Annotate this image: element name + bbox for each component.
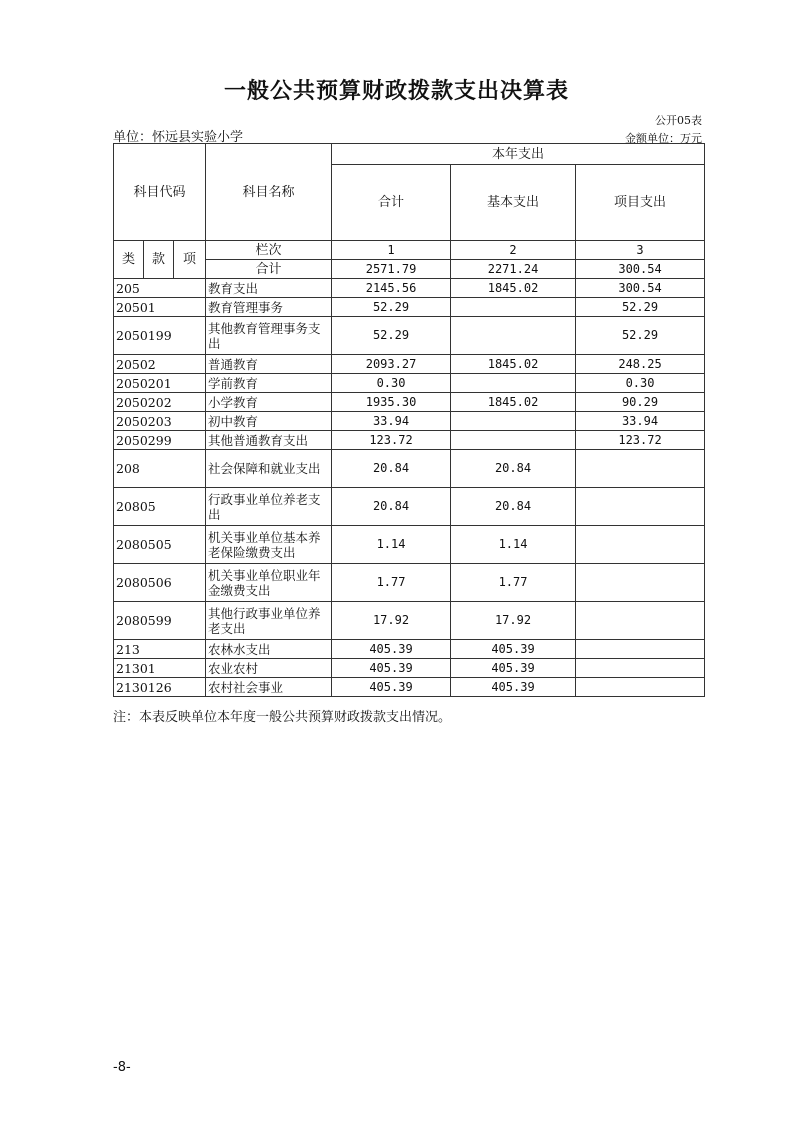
row-code: 2050203	[114, 412, 206, 431]
row-project	[576, 450, 705, 488]
row-name: 其他普通教育支出	[206, 431, 332, 450]
row-name: 农业农村	[206, 659, 332, 678]
table-row	[114, 602, 705, 640]
row-name: 普通教育	[206, 355, 332, 374]
row-basic: 405.39	[451, 678, 576, 697]
row-total: 405.39	[332, 640, 451, 659]
header-basic-expenditure: 基本支出	[451, 165, 576, 241]
row-basic: 1845.02	[451, 355, 576, 374]
row-basic: 405.39	[451, 659, 576, 678]
row-basic: 20.84	[451, 488, 576, 526]
row-code: 2080506	[114, 564, 206, 602]
row-project: 33.94	[576, 412, 705, 431]
table-row	[114, 659, 705, 678]
page-number: -8-	[113, 1060, 131, 1075]
row-total: 2145.56	[332, 279, 451, 298]
table-row	[114, 412, 705, 431]
form-number: 公开05表	[655, 114, 702, 127]
row-total: 52.29	[332, 298, 451, 317]
row-total: 405.39	[332, 659, 451, 678]
row-name: 机关事业单位职业年金缴费支出	[206, 564, 332, 602]
row-project: 0.30	[576, 374, 705, 393]
table-row	[114, 431, 705, 450]
row-project: 123.72	[576, 431, 705, 450]
row-total: 52.29	[332, 317, 451, 355]
row-total: 20.84	[332, 450, 451, 488]
sum-project: 300.54	[576, 260, 705, 279]
row-project	[576, 564, 705, 602]
row-total: 123.72	[332, 431, 451, 450]
header-col-1: 1	[332, 241, 451, 260]
row-name: 其他教育管理事务支出	[206, 317, 332, 355]
row-name: 社会保障和就业支出	[206, 450, 332, 488]
header-lei: 类	[114, 241, 144, 279]
row-project: 90.29	[576, 393, 705, 412]
table-row	[114, 488, 705, 526]
header-column-no: 栏次	[206, 241, 332, 260]
row-total: 405.39	[332, 678, 451, 697]
table-row	[114, 526, 705, 564]
unit-label: 单位：怀远县实验小学	[113, 130, 244, 145]
page-title: 一般公共预算财政拨款支出决算表	[223, 79, 569, 104]
sum-total: 2571.79	[332, 260, 451, 279]
header-kuan: 款	[144, 241, 174, 279]
row-project	[576, 678, 705, 697]
row-project: 52.29	[576, 298, 705, 317]
header-subject-code: 科目代码	[114, 144, 206, 241]
row-total: 2093.27	[332, 355, 451, 374]
row-name: 行政事业单位养老支出	[206, 488, 332, 526]
row-code: 2130126	[114, 678, 206, 697]
table-row	[114, 374, 705, 393]
row-code: 2050202	[114, 393, 206, 412]
row-name: 教育管理事务	[206, 298, 332, 317]
row-basic: 17.92	[451, 602, 576, 640]
row-total: 1.77	[332, 564, 451, 602]
table-row	[114, 279, 705, 298]
row-code: 2080599	[114, 602, 206, 640]
row-basic: 1845.02	[451, 393, 576, 412]
row-total: 0.30	[332, 374, 451, 393]
expenditure-table	[113, 143, 705, 697]
header-total: 合计	[332, 165, 451, 241]
row-code: 20805	[114, 488, 206, 526]
row-name: 初中教育	[206, 412, 332, 431]
row-basic: 1845.02	[451, 279, 576, 298]
header-project-expenditure: 项目支出	[576, 165, 705, 241]
row-total: 1.14	[332, 526, 451, 564]
table-row	[114, 678, 705, 697]
header-col-3: 3	[576, 241, 705, 260]
row-code: 213	[114, 640, 206, 659]
row-project	[576, 602, 705, 640]
sum-basic: 2271.24	[451, 260, 576, 279]
row-basic	[451, 431, 576, 450]
row-basic: 405.39	[451, 640, 576, 659]
row-basic: 1.77	[451, 564, 576, 602]
row-name: 机关事业单位基本养老保险缴费支出	[206, 526, 332, 564]
table-row	[114, 640, 705, 659]
row-name: 学前教育	[206, 374, 332, 393]
header-col-2: 2	[451, 241, 576, 260]
table-row	[114, 450, 705, 488]
row-basic	[451, 374, 576, 393]
header-subject-name: 科目名称	[206, 144, 332, 241]
row-code: 2050199	[114, 317, 206, 355]
row-name: 小学教育	[206, 393, 332, 412]
row-project: 248.25	[576, 355, 705, 374]
table-row	[114, 317, 705, 355]
row-code: 20501	[114, 298, 206, 317]
table-row	[114, 355, 705, 374]
row-total: 20.84	[332, 488, 451, 526]
row-project	[576, 640, 705, 659]
row-code: 21301	[114, 659, 206, 678]
row-code: 208	[114, 450, 206, 488]
money-unit-label: 金额单位：万元	[625, 132, 702, 145]
row-project	[576, 659, 705, 678]
header-current-year-expenditure: 本年支出	[332, 144, 705, 165]
row-basic	[451, 298, 576, 317]
row-code: 2050299	[114, 431, 206, 450]
row-total: 33.94	[332, 412, 451, 431]
row-name: 教育支出	[206, 279, 332, 298]
row-project	[576, 488, 705, 526]
table-row	[114, 393, 705, 412]
row-code: 20502	[114, 355, 206, 374]
table-row	[114, 298, 705, 317]
row-basic	[451, 317, 576, 355]
row-basic: 20.84	[451, 450, 576, 488]
row-code: 2080505	[114, 526, 206, 564]
row-project: 52.29	[576, 317, 705, 355]
row-basic	[451, 412, 576, 431]
row-basic: 1.14	[451, 526, 576, 564]
row-name: 农林水支出	[206, 640, 332, 659]
header-xiang: 项	[174, 241, 206, 279]
row-code: 2050201	[114, 374, 206, 393]
row-total: 17.92	[332, 602, 451, 640]
row-project	[576, 526, 705, 564]
table-note: 注：本表反映单位本年度一般公共预算财政拨款支出情况。	[113, 710, 452, 725]
row-project: 300.54	[576, 279, 705, 298]
table-row	[114, 564, 705, 602]
row-code: 205	[114, 279, 206, 298]
row-total: 1935.30	[332, 393, 451, 412]
row-name: 农村社会事业	[206, 678, 332, 697]
row-name: 其他行政事业单位养老支出	[206, 602, 332, 640]
sum-label: 合计	[206, 260, 332, 279]
